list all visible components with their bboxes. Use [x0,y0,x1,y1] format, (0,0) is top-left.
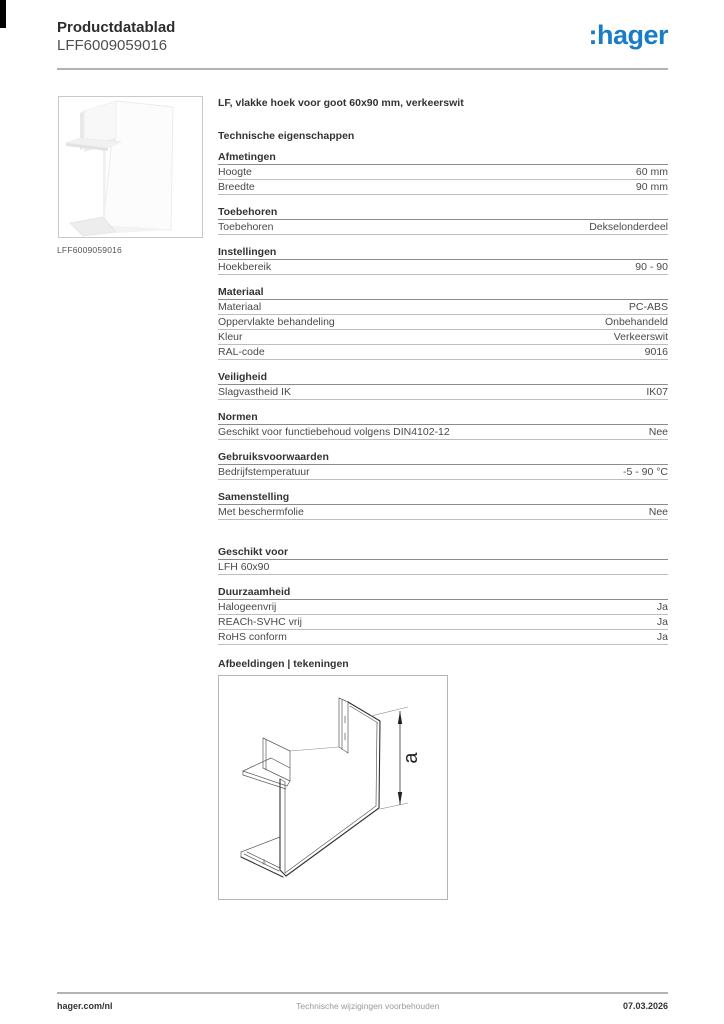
spec-label: Oppervlakte behandeling [218,316,335,328]
spec-row [218,615,668,630]
photo-caption: LFF6009059016 [57,245,122,255]
technical-drawing [218,675,448,900]
footer-disclaimer: Technische wijzigingen voorbehouden [296,1001,440,1011]
spec-value: Nee [648,506,668,518]
tech-properties-heading: Technische eigenschappen [218,130,355,142]
spec-row [218,505,668,520]
spec-label: Geschikt voor functiebehoud volgens DIN4102-12 [218,426,450,438]
spec-section [218,491,668,520]
section-heading: Instellingen [218,246,668,260]
spec-row [218,330,668,345]
spec-section [218,151,668,195]
section-heading: Materiaal [218,286,668,300]
spec-row [218,220,668,235]
spec-label: Kleur [218,331,243,343]
spec-label: Slagvastheid IK [218,386,291,398]
spec-row [218,345,668,360]
spec-value: Nee [648,426,668,438]
footer-website-link[interactable]: hager.com/nl [57,1001,113,1011]
spec-label: Toebehoren [218,221,274,233]
hager-logo: :hager [588,20,668,50]
spec-section [218,586,668,645]
spec-value: PC-ABS [628,301,668,313]
spec-row [218,425,668,440]
spec-value: 90 mm [635,181,668,193]
footer-date: 07.03.2026 [622,1001,668,1011]
spec-value: Onbehandeld [604,316,668,328]
spec-sections [218,151,668,645]
section-heading: Afmetingen [218,151,668,165]
spec-value: -5 - 90 °C [622,466,668,478]
spec-column [218,92,668,900]
product-photo-image [59,97,202,237]
section-heading: Duurzaamheid [218,586,668,600]
spec-value: 60 mm [635,166,668,178]
page-title: Productdatablad [57,19,176,36]
dimension-arrow-down [398,792,402,805]
spec-label: Bedrijfstemperatuur [218,466,310,478]
spec-section [218,246,668,275]
spec-section [218,411,668,440]
spec-row [218,385,668,400]
dimension-label: a [400,752,422,764]
spec-label: Hoogte [218,166,252,178]
section-heading: Veiligheid [218,371,668,385]
spec-label: Breedte [218,181,255,193]
product-photo [58,96,203,238]
product-code: LFF6009059016 [57,37,168,54]
footer-divider [57,992,668,994]
spec-value: Dekselonderdeel [589,221,668,233]
spec-label: Met beschermfolie [218,506,304,518]
spec-label: RAL-code [218,346,265,358]
spec-label: LFH 60x90 [218,561,270,573]
spec-label: Materiaal [218,301,262,313]
section-heading: Geschikt voor [218,546,668,560]
spec-value: Ja [656,601,668,613]
spec-value: Verkeerswit [613,331,668,343]
spec-value: 9016 [644,346,668,358]
spec-row [218,630,668,645]
spec-value: Ja [656,631,668,643]
dimension-arrow-up [398,711,402,724]
section-heading: Samenstelling [218,491,668,505]
section-heading: Gebruiksvoorwaarden [218,451,668,465]
spec-label: Halogeenvrij [218,601,277,613]
footer [57,1001,668,1011]
spec-label: REACh-SVHC vrij [218,616,303,628]
spec-value: IK07 [646,386,668,398]
spec-value: 90 - 90 [635,261,668,273]
spec-row [218,300,668,315]
spec-row [218,165,668,180]
spec-section [218,451,668,480]
spec-row [218,180,668,195]
spec-section [218,546,668,575]
spec-section [218,286,668,360]
spec-section [218,371,668,400]
spec-row [218,560,668,575]
technical-drawing-image [219,676,447,899]
section-heading: Normen [218,411,668,425]
product-title: LF, vlakke hoek voor goot 60x90 mm, verkeerswit [218,97,464,109]
spec-label: RoHS conform [218,631,287,643]
spec-row [218,315,668,330]
spec-value: Ja [656,616,668,628]
spec-row [218,260,668,275]
spec-section [218,206,668,235]
header-divider [57,68,668,70]
spec-row [218,465,668,480]
spec-label: Hoekbereik [218,261,272,273]
section-heading: Toebehoren [218,206,668,220]
header [57,19,175,55]
page-corner-mark [0,0,6,28]
images-heading: Afbeeldingen | tekeningen [218,658,349,670]
spec-row [218,600,668,615]
